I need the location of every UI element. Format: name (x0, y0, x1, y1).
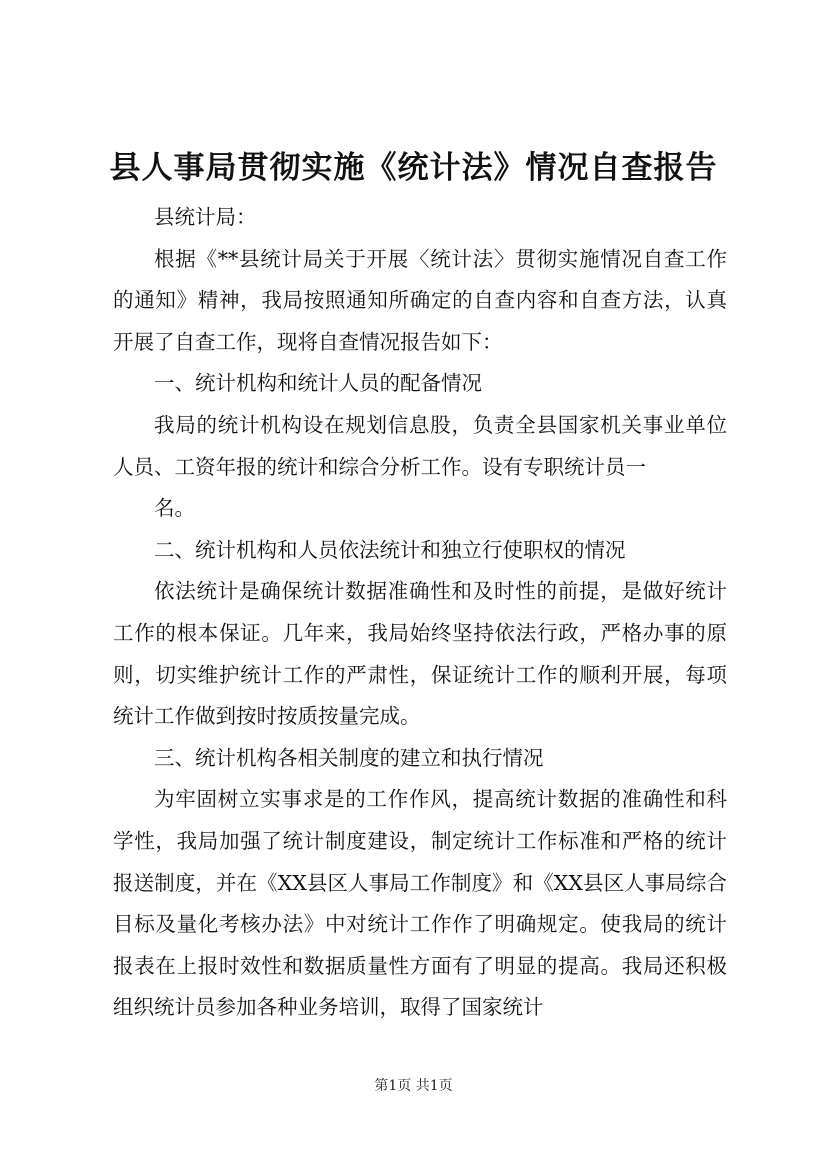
section-heading-3: 三、统计机构各相关制度的建立和执行情况 (154, 745, 544, 770)
page-footer: 第1页 共1页 (374, 1078, 453, 1094)
salutation: 县统计局： (154, 205, 257, 229)
document-body (113, 197, 727, 1029)
intro-paragraph: 根据《**县统计局关于开展〈统计法〉贯彻实施情况自查工作的通知》精神，我局按照通知所确定的自查内容和自查方法，认真开展了自查工作，现将自查情况报告如下： (113, 246, 727, 354)
section-heading-2: 二、统计机构和人员依法统计和独立行使职权的情况 (154, 537, 626, 562)
section-3-paragraph: 为牢固树立实事求是的工作作风，提高统计数据的准确性和科学性，我局加强了统计制度建设，制定统计工作标准和严格的统计报送制度，并在《XX县区人事局工作制度》和《XX县区人事局综合目标及量化考核办法》中对统计工作作了明确规定。使我局的统计报表在上报时效性和数据质量性方面有了明显的提高。我局还积极组织统计员参加各种业务培训，取得了国家统计 (113, 787, 727, 1020)
section-1-paragraph-tail: 名。 (154, 496, 195, 521)
section-1-paragraph: 我局的统计机构设在规划信息股，负责全县国家机关事业单位人员、工资年报的统计和综合分析工作。设有专职统计员一 (113, 412, 727, 479)
document-title: 县人事局贯彻实施《统计法》情况自查报告 (109, 150, 718, 186)
section-2-paragraph: 依法统计是确保统计数据准确性和及时性的前提，是做好统计工作的根本保证。几年来，我局始终坚持依法行政，严格办事的原则，切实维护统计工作的严肃性，保证统计工作的顺利开展，每项统计工作做到按时按质按量完成。 (113, 579, 727, 729)
section-heading-1: 一、统计机构和统计人员的配备情况 (154, 371, 482, 396)
